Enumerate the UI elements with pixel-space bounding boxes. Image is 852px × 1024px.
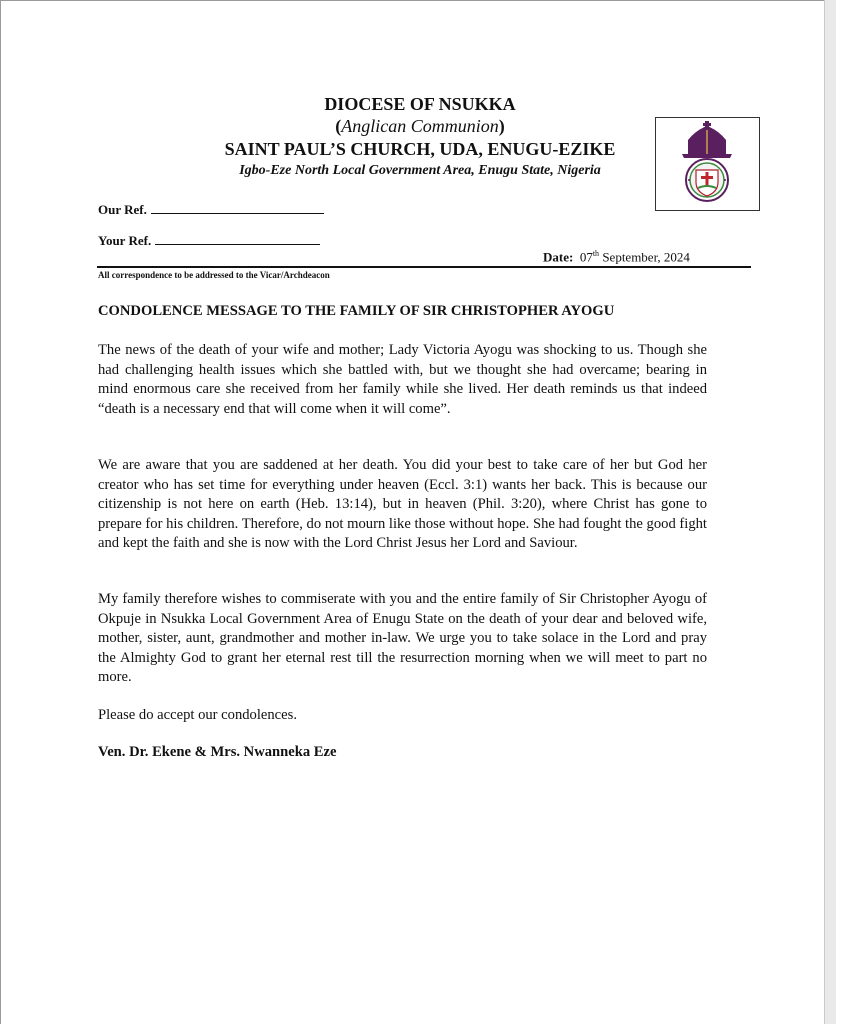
page-top-border [0,0,836,1]
diocese-title: DIOCESE OF NSUKKA [324,94,516,114]
lga-line: Igbo-Eze North Local Government Area, Enugu State, Nigeria [239,163,601,178]
date-label: Date: [543,249,574,265]
your-ref-line [155,244,320,245]
paragraph-closing: Please do accept our condolences. [98,707,297,723]
date-day: 07 [579,249,593,265]
page-left-border [0,0,1,1024]
letterhead [150,93,690,180]
signature: Ven. Dr. Ekene & Mrs. Nwanneka Eze [98,744,337,760]
paragraph-3: My family therefore wishes to commiserate with you and the entire family of Sir Christopher Ayogu of Okpuje in Nsukka Local Government Area of Enugu State on the death of your dear and beloved wife, mother, sister, aunt, grandmother and mother in-law. We urge you to take solace in the Lord and pray the Almighty God to grant her eternal rest till the resurrection morning when we will meet to part no more. [98,591,707,685]
our-ref-label: Our Ref. [98,202,147,217]
subject-line: CONDOLENCE MESSAGE TO THE FAMILY OF SIR CHRISTOPHER AYOGU [98,303,615,319]
our-ref-line [151,213,324,214]
your-ref [98,233,320,249]
your-ref-label: Your Ref. [98,233,152,248]
diocesan-crest-icon [655,117,760,211]
page-right-margin [836,0,852,1024]
date-suffix: th [592,249,600,258]
communion-line: (Anglican Communion) [335,116,505,136]
paragraph-1: The news of the death of your wife and mother; Lady Victoria Ayogu was shocking to us. Though she had challenging health issues which she battled with, but we thought she had overcame; bearing in mind enormous care she received from her family while she lived. Her death reminds us that indeed “death is a necessary end that will come when it will come”. [98,342,707,417]
our-ref [98,202,324,218]
correspondence-note: All correspondence to be addressed to the Vicar/Archdeacon [98,270,330,280]
communion-text: Anglican Communion [341,116,499,136]
paragraph-2: We are aware that you are saddened at her death. You did your best to take care of her but God her creator who has set time for everything under heaven (Eccl. 3:1) wants her back. This is because our citizenship is not here on earth (Heb. 13:14), but in heaven (Phil. 3:20), where Christ has gone to prepare for his children. Therefore, do not mourn like those without hope. She had fought the good fight and kept the faith and she is now with the Lord Christ Jesus her Lord and Saviour. [98,457,707,551]
header-divider [97,266,751,268]
letter-date [543,249,690,265]
date-rest: September, 2024 [599,249,690,265]
church-name: SAINT PAUL’S CHURCH, UDA, ENUGU-EZIKE [224,139,616,159]
